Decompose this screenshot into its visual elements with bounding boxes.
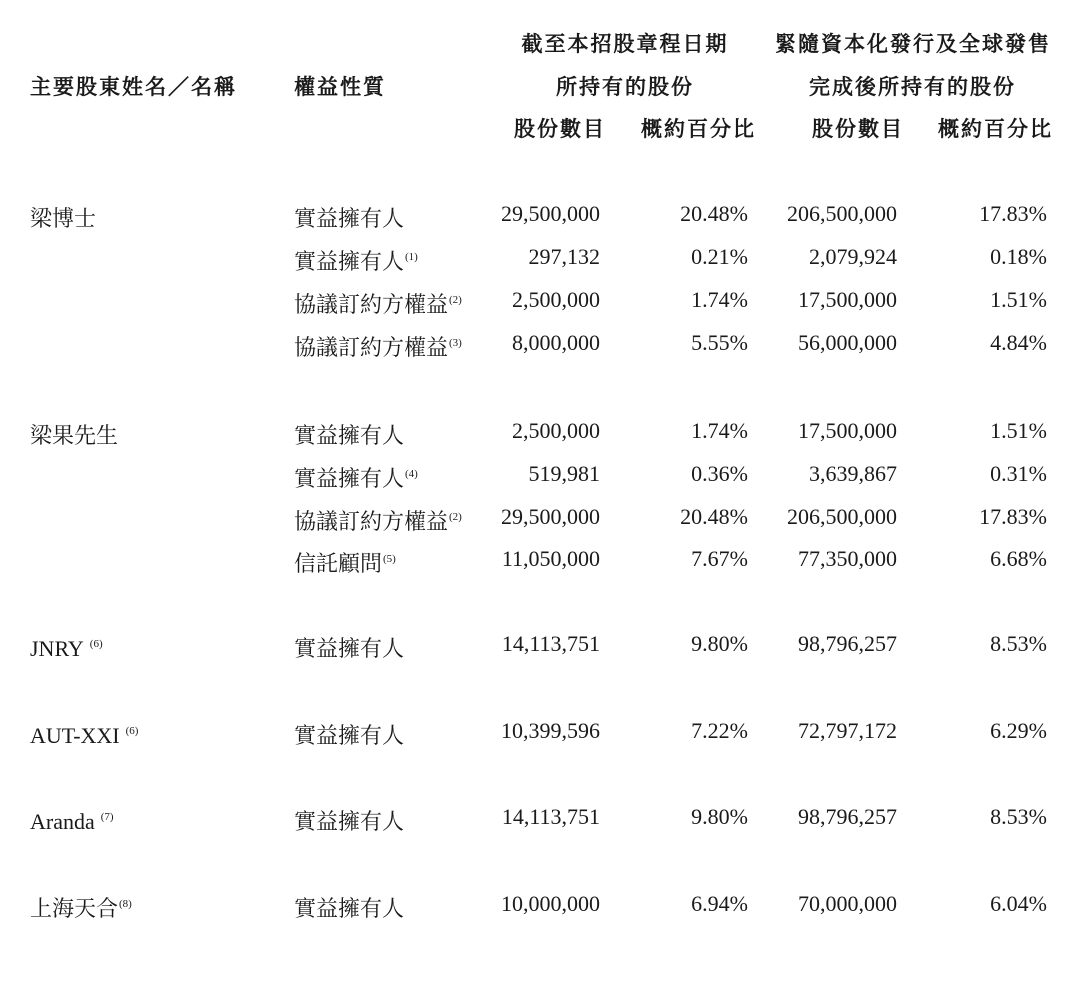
shares-before: 10,000,000 [501,891,600,916]
interest-nature [294,418,405,449]
shareholder-footnote-ref: (6) [89,638,103,650]
nature-footnote-ref: (5) [383,553,396,565]
group1-title-line1: 截至本招股章程日期 [521,32,729,56]
group2-title-line2: 完成後所持有的股份 [809,75,1016,99]
shares-after: 206,500,000 [787,201,897,226]
shares-before: 2,500,000 [512,418,600,443]
shares-before: 29,500,000 [501,201,600,226]
interest-nature-text: 實益擁有人 [294,723,405,748]
shares-before: 14,113,751 [501,631,600,656]
shares-after: 56,000,000 [798,330,897,355]
shares-after: 98,796,257 [798,631,897,656]
pct-after: 1.51% [990,418,1047,443]
shares-before: 29,500,000 [501,504,600,529]
shares-after: 98,796,257 [798,804,897,829]
shareholder-name [30,330,31,361]
group2-title-line1: 緊隨資本化發行及全球發售 [775,32,1051,56]
pct-before: 5.55% [691,330,748,355]
pct-before: 7.22% [691,718,748,743]
shareholder-name-text: JNRY [30,636,84,661]
pct-after: 17.83% [979,504,1047,529]
pct-after: 17.83% [979,201,1047,226]
interest-nature-text: 協議訂約方權益 [294,509,449,534]
shares-after: 17,500,000 [798,418,897,443]
interest-nature-text: 實益擁有人 [294,423,405,448]
shares-before: 297,132 [528,244,600,269]
shareholder-name-text: 梁博士 [30,206,97,231]
nature-footnote-ref: (2) [449,294,462,306]
shares-after: 70,000,000 [798,891,897,916]
shares-before: 14,113,751 [501,804,600,829]
shares-after: 206,500,000 [787,504,897,529]
pct-before: 20.48% [680,201,748,226]
shares-before: 519,981 [528,461,600,486]
shareholder-name [30,461,31,492]
nature-footnote-ref: (1) [405,251,418,263]
nature-header: 權益性質 [294,75,386,99]
shares-after: 17,500,000 [798,287,897,312]
pct-before: 20.48% [680,504,748,529]
pct-before: 7.67% [691,546,748,571]
interest-nature-text: 協議訂約方權益 [294,292,449,317]
pct-before: 0.21% [691,244,748,269]
nature-footnote-ref: (4) [405,468,418,480]
nature-footnote-ref: (3) [449,337,462,349]
shareholder-name [30,891,132,922]
shareholder-name-text: Aranda [30,809,95,834]
shareholder-name-text: AUT-XXI [30,723,120,748]
pct-after: 8.53% [990,631,1047,656]
group1-title-line2: 所持有的股份 [556,75,694,99]
interest-nature-text: 協議訂約方權益 [294,335,449,360]
shareholder-name [30,546,31,577]
shareholder-name-text: 梁果先生 [30,423,119,448]
shareholder-name [30,631,103,662]
shareholder-name [30,244,31,275]
shareholder-name [30,718,138,749]
pct-after: 6.29% [990,718,1047,743]
shares-after: 3,639,867 [809,461,897,486]
pct-before: 1.74% [691,287,748,312]
shareholder-name [30,804,114,835]
pct-before: 0.36% [691,461,748,486]
shareholder-name [30,287,31,318]
shareholder-footnote-ref: (6) [125,725,139,737]
shares-after-header: 股份數目 [812,117,904,141]
shares-before: 11,050,000 [501,546,600,571]
nature-footnote-ref: (2) [449,511,462,523]
interest-nature [294,718,405,749]
interest-nature [294,461,418,492]
pct-before: 6.94% [691,891,748,916]
interest-nature [294,891,405,922]
shares-after: 72,797,172 [798,718,897,743]
pct-before: 9.80% [691,631,748,656]
shares-after: 2,079,924 [809,244,897,269]
interest-nature-text: 實益擁有人 [294,466,405,491]
interest-nature-text: 實益擁有人 [294,249,405,274]
pct-after: 6.68% [990,546,1047,571]
pct-after: 4.84% [990,330,1047,355]
shares-before-header: 股份數目 [514,117,606,141]
pct-after: 0.31% [990,461,1047,486]
interest-nature-text: 實益擁有人 [294,206,405,231]
shareholder-name-text: 上海天合 [30,896,119,921]
pct-before-header: 概約百分比 [641,117,756,141]
pct-after-header: 概約百分比 [938,117,1053,141]
interest-nature [294,201,405,232]
shareholder-name [30,201,97,232]
pct-after: 0.18% [990,244,1047,269]
pct-before: 1.74% [691,418,748,443]
shareholder-footnote-ref: (8) [119,898,132,910]
shares-before: 8,000,000 [512,330,600,355]
shares-after: 77,350,000 [798,546,897,571]
shareholder-name [30,504,31,535]
interest-nature [294,804,405,835]
pct-after: 6.04% [990,891,1047,916]
pct-before: 9.80% [691,804,748,829]
shares-before: 10,399,596 [501,718,600,743]
shareholder-header: 主要股東姓名／名稱 [30,75,237,99]
interest-nature-text: 信託顧問 [294,551,383,576]
interest-nature [294,631,405,662]
pct-after: 1.51% [990,287,1047,312]
shareholder-name [30,418,119,449]
interest-nature [294,546,396,577]
interest-nature-text: 實益擁有人 [294,896,405,921]
interest-nature-text: 實益擁有人 [294,809,405,834]
interest-nature-text: 實益擁有人 [294,636,405,661]
pct-after: 8.53% [990,804,1047,829]
shares-before: 2,500,000 [512,287,600,312]
shareholder-footnote-ref: (7) [100,811,114,823]
interest-nature [294,244,418,275]
